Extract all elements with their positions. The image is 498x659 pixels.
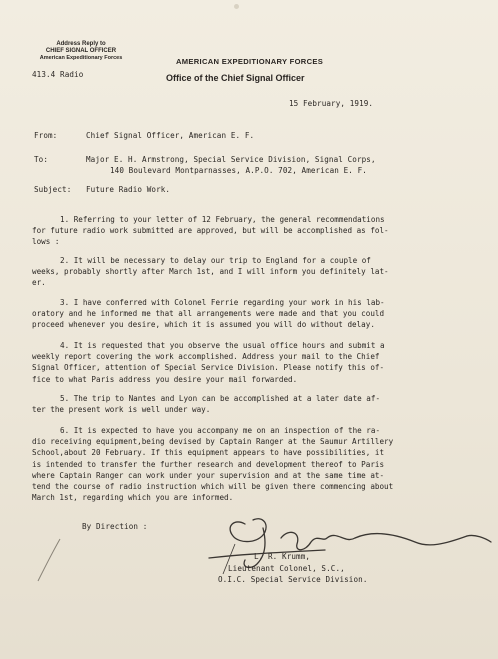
paragraph-line: 6. It is expected to have you accompany me on an inspection of the ra-	[60, 426, 381, 435]
signer-role: O.I.C. Special Service Division.	[218, 575, 368, 584]
paragraph-line: 1. Referring to your letter of 12 February, the general recommendations	[60, 215, 385, 224]
letterhead-office: Office of the Chief Signal Officer	[166, 73, 305, 83]
paragraph-line: dio receiving equipment,being devised by Captain Ranger at the Saumur Artillery	[32, 437, 394, 447]
letterhead-org: AMERICAN EXPEDITIONARY FORCES	[176, 57, 324, 66]
pencil-mark	[34, 535, 64, 585]
paragraph-5	[32, 393, 444, 415]
reply-to-line1: Address Reply to	[56, 41, 106, 47]
reply-to-line2: CHIEF SIGNAL OFFICER	[45, 48, 117, 54]
paragraph-line: 2. It will be necessary to delay our trip to England for a couple of	[60, 256, 371, 265]
signer-title: Lieutenant Colonel, S.C.,	[228, 564, 345, 573]
paragraph-line: weeks, probably shortly after March 1st, and I will inform you definitely lat-	[32, 267, 389, 277]
paragraph-line: proceed whenever you desire, which it is assumed you will do without delay.	[32, 320, 375, 330]
from-label: From:	[34, 131, 58, 140]
paragraph-6	[32, 425, 444, 503]
paragraph-3	[32, 297, 444, 331]
paragraph-line: fice to what Paris address you desire your mail forwarded.	[32, 374, 298, 384]
file-reference: 413.4 Radio	[32, 70, 84, 79]
paragraph-line: 5. The trip to Nantes and Lyon can be accomplished at a later date af-	[60, 394, 381, 403]
subject-label: Subject:	[34, 185, 72, 194]
paragraph-2	[32, 255, 444, 289]
reply-to-line3: American Expeditionary Forces	[39, 55, 123, 61]
paragraph-line: er.	[32, 278, 46, 288]
paragraph-line: School,about 20 February. If this equipment appears to have possibilities, it	[32, 448, 385, 458]
paragraph-line: for future radio work submitted are approved, but will be accomplished as fol-	[32, 226, 389, 236]
paragraph-line: ter the present work is well under way.	[32, 405, 211, 415]
reply-to-block	[36, 41, 126, 62]
paragraph-line: oratory and he informed me that all arrangements were made and that you could	[32, 309, 385, 319]
letter-date: 15 February, 1919.	[289, 99, 374, 108]
signer-name: L. R. Krumm,	[254, 552, 311, 561]
paragraph-line: Signal Officer, attention of Special Service Division. Please notify this of-	[32, 363, 385, 373]
to-label: To:	[34, 155, 49, 164]
paragraph-line: March 1st, regarding which you are informed.	[32, 493, 234, 503]
paragraph-4	[32, 340, 444, 385]
paragraph-line: lows :	[32, 237, 60, 247]
from-value: Chief Signal Officer, American E. F.	[86, 131, 255, 140]
subject-value: Future Radio Work.	[86, 185, 171, 194]
to-line1: Major E. H. Armstrong, Special Service Division, Signal Corps,	[86, 155, 376, 164]
closing-line: By Direction :	[82, 522, 148, 531]
paragraph-line: weekly report covering the work accomplished. Address your mail to the Chief	[32, 352, 380, 362]
paragraph-1	[32, 214, 444, 248]
paragraph-line: 3. I have conferred with Colonel Ferrie regarding your work in his lab-	[60, 298, 385, 307]
paragraph-line: tend the course of radio instruction which will be given there commencing about	[32, 482, 394, 492]
paragraph-line: is intended to transfer the further research and development thereof to Paris	[32, 459, 385, 469]
to-line2: 140 Boulevard Montparnasses, A.P.O. 702, American E. F.	[110, 166, 367, 175]
paragraph-line: where Captain Ranger can work under your supervision and at the same time at-	[32, 470, 385, 480]
paragraph-line: 4. It is requested that you observe the usual office hours and submit a	[60, 341, 385, 350]
punch-hole	[234, 4, 239, 9]
